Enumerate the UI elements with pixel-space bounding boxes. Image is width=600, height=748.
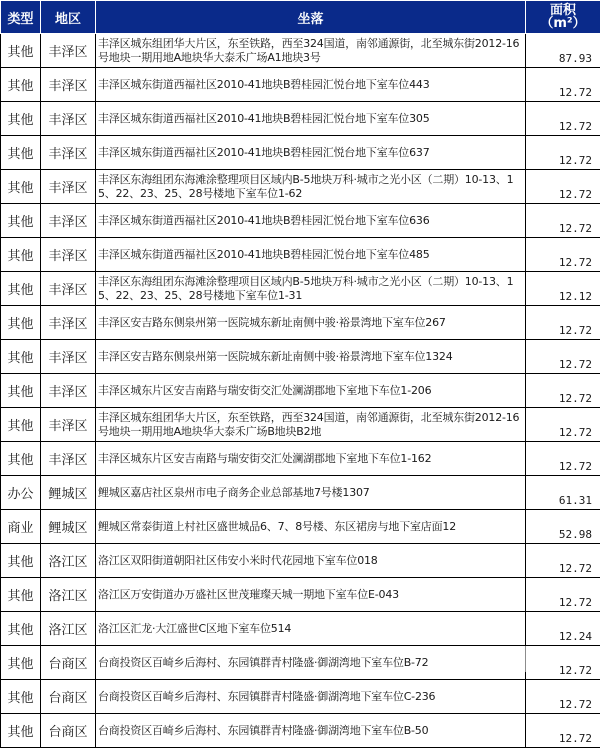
area-cell: 12.72 — [526, 170, 600, 204]
area-cell: 61.31 — [526, 476, 600, 510]
table-row — [1, 340, 600, 374]
district-cell: 台商区 — [41, 680, 96, 714]
district-cell: 鲤城区 — [41, 510, 96, 544]
table-row — [1, 204, 600, 238]
district-cell: 洛江区 — [41, 544, 96, 578]
area-cell: 12.72 — [526, 374, 600, 408]
district-cell: 丰泽区 — [41, 306, 96, 340]
location-cell: 丰泽区城东街道西福社区2010-41地块B碧桂园汇悦台地下室车位485 — [96, 238, 526, 272]
header-type: 类型 — [1, 1, 41, 34]
type-cell: 其他 — [1, 374, 41, 408]
area-cell: 12.72 — [526, 714, 600, 748]
header-area — [526, 1, 600, 34]
area-cell: 12.72 — [526, 136, 600, 170]
table-row — [1, 408, 600, 442]
location-cell: 丰泽区东海组团东海滩涂整理项目区域内B-5地块万科·城市之光小区（二期）10-13、15、22、23、25、28号楼地下室车位1-31 — [96, 272, 526, 306]
type-cell: 其他 — [1, 612, 41, 646]
location-cell: 丰泽区城东街道西福社区2010-41地块B碧桂园汇悦台地下室车位305 — [96, 102, 526, 136]
table-row — [1, 510, 600, 544]
district-cell: 丰泽区 — [41, 238, 96, 272]
type-cell: 其他 — [1, 646, 41, 680]
area-cell: 12.72 — [526, 238, 600, 272]
district-cell: 丰泽区 — [41, 204, 96, 238]
table-row — [1, 442, 600, 476]
location-cell: 洛江区双阳街道朝阳社区伟安小米时代花园地下室车位018 — [96, 544, 526, 578]
location-cell: 丰泽区城东片区安吉南路与瑞安街交汇处澜湖郡地下室地下车位1-206 — [96, 374, 526, 408]
district-cell: 丰泽区 — [41, 272, 96, 306]
header-district: 地区 — [41, 1, 96, 34]
location-cell: 丰泽区城东片区安吉南路与瑞安街交汇处澜湖郡地下室地下车位1-162 — [96, 442, 526, 476]
district-cell: 丰泽区 — [41, 34, 96, 68]
location-cell: 洛江区万安街道办万盛社区世茂璀璨天城一期地下室车位E-043 — [96, 578, 526, 612]
area-cell: 12.72 — [526, 408, 600, 442]
table-header-row — [1, 1, 600, 34]
type-cell: 其他 — [1, 68, 41, 102]
type-cell: 其他 — [1, 442, 41, 476]
type-cell: 办公 — [1, 476, 41, 510]
table-row — [1, 612, 600, 646]
location-cell: 鲤城区嘉店社区泉州市电子商务企业总部基地7号楼1307 — [96, 476, 526, 510]
table-row — [1, 714, 600, 748]
area-cell: 12.72 — [526, 646, 600, 680]
table-row — [1, 238, 600, 272]
type-cell: 商业 — [1, 510, 41, 544]
table-body — [1, 34, 600, 748]
district-cell: 洛江区 — [41, 578, 96, 612]
location-cell: 鲤城区常泰街道上村社区盛世城品6、7、8号楼、东区裙房与地下室店面12 — [96, 510, 526, 544]
table-row — [1, 646, 600, 680]
table-row — [1, 170, 600, 204]
district-cell: 丰泽区 — [41, 68, 96, 102]
table-row — [1, 306, 600, 340]
table-row — [1, 374, 600, 408]
district-cell: 台商区 — [41, 646, 96, 680]
table-row — [1, 34, 600, 68]
location-cell: 丰泽区城东组团华大片区，东至铁路，西至324国道，南邻通源街，北至城东街2012-16号地块一期用地A地块华大泰禾广场A1地块3号 — [96, 34, 526, 68]
area-cell: 87.93 — [526, 34, 600, 68]
area-cell: 12.72 — [526, 442, 600, 476]
district-cell: 丰泽区 — [41, 136, 96, 170]
header-area-label: 面积 — [526, 4, 600, 17]
district-cell: 丰泽区 — [41, 408, 96, 442]
type-cell: 其他 — [1, 102, 41, 136]
area-cell: 12.72 — [526, 306, 600, 340]
location-cell: 丰泽区城东街道西福社区2010-41地块B碧桂园汇悦台地下室车位637 — [96, 136, 526, 170]
location-cell: 台商投资区百崎乡后海村、东园镇群青村隆盛·御湖湾地下室车位B-72 — [96, 646, 526, 680]
type-cell: 其他 — [1, 408, 41, 442]
location-cell: 丰泽区安吉路东侧泉州第一医院城东新址南侧中骏·裕景湾地下室车位267 — [96, 306, 526, 340]
district-cell: 丰泽区 — [41, 374, 96, 408]
area-cell: 52.98 — [526, 510, 600, 544]
area-cell: 12.72 — [526, 578, 600, 612]
area-cell: 12.24 — [526, 612, 600, 646]
type-cell: 其他 — [1, 170, 41, 204]
location-cell: 洛江区汇龙·大江盛世C区地下室车位514 — [96, 612, 526, 646]
type-cell: 其他 — [1, 578, 41, 612]
header-location: 坐落 — [96, 1, 526, 34]
district-cell: 丰泽区 — [41, 442, 96, 476]
table-row — [1, 272, 600, 306]
table-row — [1, 136, 600, 170]
type-cell: 其他 — [1, 34, 41, 68]
table-row — [1, 68, 600, 102]
area-cell: 12.72 — [526, 340, 600, 374]
location-cell: 丰泽区城东组团华大片区，东至铁路，西至324国道，南邻通源街，北至城东街2012-16号地块一期用地A地块华大泰禾广场B地块B2地 — [96, 408, 526, 442]
area-cell: 12.72 — [526, 204, 600, 238]
area-cell: 12.72 — [526, 544, 600, 578]
area-cell: 12.72 — [526, 680, 600, 714]
type-cell: 其他 — [1, 136, 41, 170]
type-cell: 其他 — [1, 544, 41, 578]
district-cell: 丰泽区 — [41, 340, 96, 374]
area-cell: 12.72 — [526, 102, 600, 136]
type-cell: 其他 — [1, 272, 41, 306]
header-area-unit: （m²） — [526, 17, 600, 30]
type-cell: 其他 — [1, 238, 41, 272]
area-cell: 12.12 — [526, 272, 600, 306]
district-cell: 丰泽区 — [41, 170, 96, 204]
location-cell: 丰泽区城东街道西福社区2010-41地块B碧桂园汇悦台地下室车位636 — [96, 204, 526, 238]
location-cell: 丰泽区东海组团东海滩涂整理项目区域内B-5地块万科·城市之光小区（二期）10-13、15、22、23、25、28号楼地下室车位1-62 — [96, 170, 526, 204]
district-cell: 台商区 — [41, 714, 96, 748]
type-cell: 其他 — [1, 204, 41, 238]
type-cell: 其他 — [1, 714, 41, 748]
district-cell: 鲤城区 — [41, 476, 96, 510]
district-cell: 丰泽区 — [41, 102, 96, 136]
table-row — [1, 578, 600, 612]
location-cell: 丰泽区城东街道西福社区2010-41地块B碧桂园汇悦台地下室车位443 — [96, 68, 526, 102]
table-row — [1, 680, 600, 714]
table-row — [1, 544, 600, 578]
table-row — [1, 102, 600, 136]
location-cell: 丰泽区安吉路东侧泉州第一医院城东新址南侧中骏·裕景湾地下室车位1324 — [96, 340, 526, 374]
type-cell: 其他 — [1, 340, 41, 374]
location-cell: 台商投资区百崎乡后海村、东园镇群青村隆盛·御湖湾地下室车位B-50 — [96, 714, 526, 748]
district-cell: 洛江区 — [41, 612, 96, 646]
location-cell: 台商投资区百崎乡后海村、东园镇群青村隆盛·御湖湾地下室车位C-236 — [96, 680, 526, 714]
type-cell: 其他 — [1, 306, 41, 340]
table-row — [1, 476, 600, 510]
type-cell: 其他 — [1, 680, 41, 714]
area-cell: 12.72 — [526, 68, 600, 102]
